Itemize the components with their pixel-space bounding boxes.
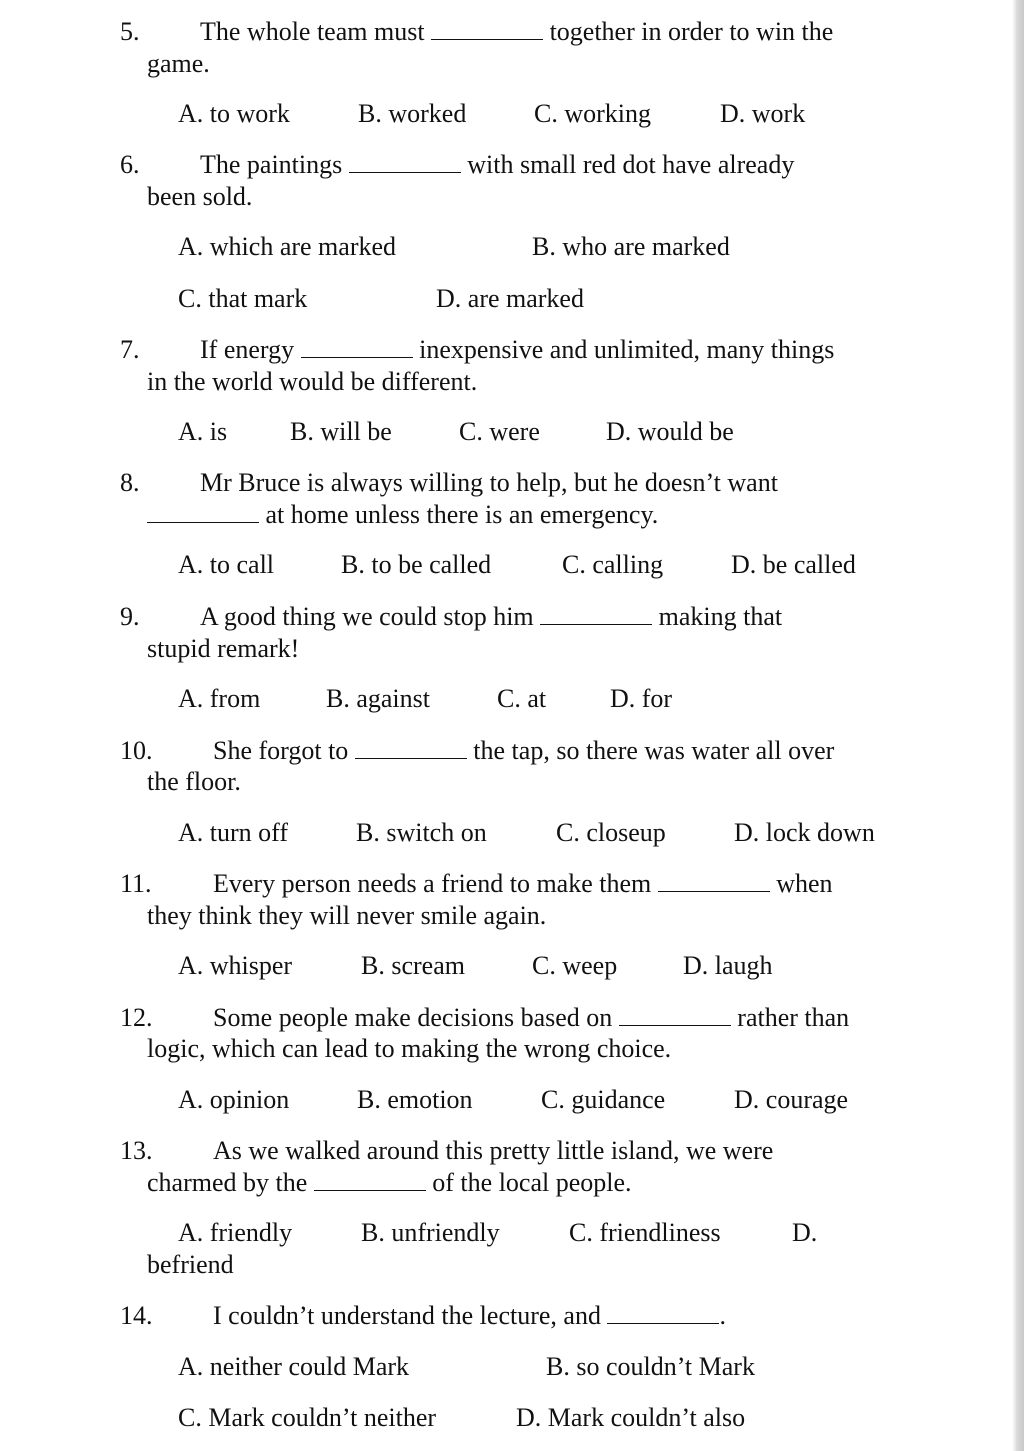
question-stem: She forgot to the tap, so there was water all over — [213, 736, 835, 765]
option-a: A. is — [178, 417, 228, 446]
option-d: D. lock down — [734, 818, 875, 847]
question-stem-line2: in the world would be different. — [147, 367, 478, 396]
question-number: 7. — [120, 335, 140, 364]
option-c: C. calling — [562, 550, 664, 579]
answer-blank — [301, 337, 413, 358]
option-d: D. Mark couldn’t also — [516, 1403, 746, 1432]
page-edge-shadow — [1012, 0, 1024, 1451]
question-stem-line2: the floor. — [147, 767, 241, 796]
option-b: B. so couldn’t Mark — [546, 1352, 755, 1381]
option-c: C. weep — [532, 951, 618, 980]
question-stem: Mr Bruce is always willing to help, but he doesn’t want — [200, 468, 778, 497]
question-stem: Some people make decisions based on rather than — [213, 1003, 850, 1032]
option-a: A. whisper — [178, 951, 293, 980]
question-number: 14. — [120, 1301, 153, 1330]
question-number: 13. — [120, 1136, 153, 1165]
question-stem: I couldn’t understand the lecture, and . — [213, 1301, 726, 1330]
option-d: D. be called — [731, 550, 856, 579]
answer-blank — [147, 502, 259, 523]
question-number: 11. — [120, 869, 152, 898]
option-b: B. emotion — [357, 1085, 473, 1114]
question-stem-line2: they think they will never smile again. — [147, 901, 547, 930]
option-c: C. friendliness — [569, 1218, 721, 1247]
question-stem-line2: been sold. — [147, 182, 253, 211]
option-c: C. closeup — [556, 818, 666, 847]
question-number: 12. — [120, 1003, 153, 1032]
option-c: C. that mark — [178, 284, 308, 313]
answer-blank — [349, 152, 461, 173]
option-d-wrapped: befriend — [147, 1250, 234, 1279]
option-a: A. from — [178, 684, 261, 713]
option-a: A. to call — [178, 550, 275, 579]
question-number: 6. — [120, 150, 140, 179]
option-d: D. laugh — [683, 951, 773, 980]
option-d: D. — [792, 1218, 818, 1247]
question-stem-line2: logic, which can lead to making the wrong choice. — [147, 1034, 672, 1063]
option-d: D. courage — [734, 1085, 849, 1114]
option-d: D. are marked — [436, 284, 584, 313]
option-b: B. worked — [358, 99, 467, 128]
option-a: A. turn off — [178, 818, 289, 847]
option-c: C. at — [497, 684, 547, 713]
option-b: B. to be called — [341, 550, 492, 579]
option-b: B. unfriendly — [361, 1218, 500, 1247]
option-c: C. guidance — [541, 1085, 666, 1114]
option-d: D. would be — [606, 417, 734, 446]
option-d: D. work — [720, 99, 806, 128]
option-c: C. were — [459, 417, 540, 446]
question-stem: The whole team must together in order to win the — [200, 17, 834, 46]
option-b: B. who are marked — [532, 232, 730, 261]
question-stem: If energy inexpensive and unlimited, many things — [200, 335, 835, 364]
question-stem-line2: charmed by the of the local people. — [147, 1168, 632, 1197]
question-number: 5. — [120, 17, 140, 46]
option-b: B. will be — [290, 417, 392, 446]
option-a: A. friendly — [178, 1218, 293, 1247]
question-number: 8. — [120, 468, 140, 497]
question-stem: Every person needs a friend to make them when — [213, 869, 833, 898]
question-stem-line2: stupid remark! — [147, 634, 300, 663]
answer-blank — [658, 871, 770, 892]
question-number: 9. — [120, 602, 140, 631]
option-a: A. neither could Mark — [178, 1352, 410, 1381]
option-b: B. switch on — [356, 818, 487, 847]
option-a: A. which are marked — [178, 232, 397, 261]
question-stem: A good thing we could stop him making that — [200, 602, 783, 631]
question-stem-line2: game. — [147, 49, 210, 78]
answer-blank — [607, 1303, 719, 1324]
option-c: C. Mark couldn’t neither — [178, 1403, 437, 1432]
option-c: C. working — [534, 99, 651, 128]
option-d: D. for — [610, 684, 673, 713]
answer-blank — [355, 738, 467, 759]
option-a: A. opinion — [178, 1085, 290, 1114]
answer-blank — [314, 1170, 426, 1191]
question-number: 10. — [120, 736, 153, 765]
question-stem-line2: at home unless there is an emergency. — [147, 499, 658, 531]
answer-blank — [431, 19, 543, 40]
answer-blank — [540, 604, 652, 625]
option-b: B. against — [326, 684, 430, 713]
option-a: A. to work — [178, 99, 290, 128]
answer-blank — [619, 1005, 731, 1026]
question-stem: The paintings with small red dot have already — [200, 150, 795, 179]
option-b: B. scream — [361, 951, 465, 980]
question-stem: As we walked around this pretty little island, we were — [213, 1136, 774, 1165]
